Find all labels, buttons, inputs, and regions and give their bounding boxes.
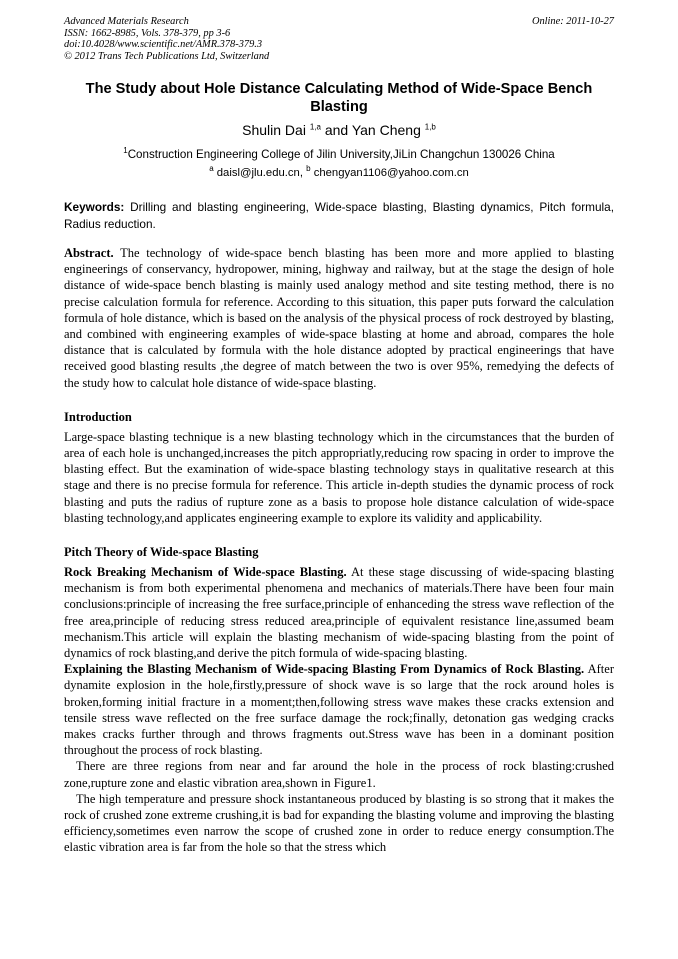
journal-name: Advanced Materials Research (64, 16, 189, 27)
section-heading-pitch-theory: Pitch Theory of Wide-space Blasting (64, 545, 259, 560)
blasting-mechanism-text: After dynamite explosion in the hole,firstly,pressure of shock wave is so large that the rock around holes is broken,forming initial fracture in a moment;then,following stress wave makes these cracks extension and tensile stress wave reflected on the free surface damage the rock;finally, detonation gas wedging cracks makes cracks further through and throws fragments out.Stress wave has been in a dominant position throughout the process of rock blasting. (64, 662, 614, 758)
keywords (64, 199, 614, 232)
keywords-text: Drilling and blasting engineering, Wide-space blasting, Blasting dynamics, Pitch formula, Radius reduction. (64, 200, 614, 231)
author-conjunction: and Yan Cheng (320, 122, 425, 139)
email-line (64, 166, 614, 181)
author-1-sup: 1,a (309, 122, 321, 132)
author-1: Shulin Dai (242, 122, 310, 139)
paper-page (64, 16, 614, 856)
affiliation (64, 147, 614, 162)
online-date: Online: 2011-10-27 (531, 16, 614, 27)
shock-paragraph: The high temperature and pressure shock instantaneous produced by blasting is so strong that it makes the rock of crushed zone extreme crushing,it is bad for expanding the blasting volume and improving the blasting efficiency,sometimes even narrow the scope of crushed zone in order to reduce energy consumption.The elastic vibration area is far from the hole so that the stress which (64, 791, 614, 855)
section-heading-introduction: Introduction (64, 409, 132, 424)
email-a: daisl@jlu.edu.cn, (213, 167, 307, 180)
abstract (64, 245, 614, 391)
rock-breaking-label: Rock Breaking Mechanism of Wide-space Blasting. (64, 565, 347, 580)
blasting-mechanism-paragraph (64, 661, 614, 758)
keywords-label: Keywords: (64, 200, 125, 215)
rock-breaking-paragraph (64, 564, 614, 661)
blasting-mechanism-label: Explaining the Blasting Mechanism of Wide-spacing Blasting From Dynamics of Rock Blasting. (64, 662, 585, 677)
journal-header (64, 16, 614, 62)
author-2-sup: 1,b (424, 122, 436, 132)
email-b: chengyan1106@yahoo.com.cn (310, 167, 469, 180)
email-a-sup: a (209, 164, 214, 174)
doi-line: doi:10.4028/www.scientific.net/AMR.378-379.3 (64, 39, 263, 51)
introduction-paragraph: Large-space blasting technique is a new blasting technology which in the circumstances that the burden of area of each hole is unchanged,increases the pitch appropriatly,reducing row spacing in order to improve the blasting effect. But the examination of wide-space blasting technology stays in qualitative research at this stage and there is no precise formula for reference. This article in-depth studies the dynamic process of rock blasting and puts the radius of rupture zone as a basis to propose hole distance calculation of wide-space blasting technology,and applicates engineering example to explore its validity and applicability. (64, 429, 614, 525)
affiliation-text: Construction Engineering College of Jilin University,JiLin Changchun 130026 China (127, 148, 555, 162)
author-line (64, 121, 614, 139)
issn-line: ISSN: 1662-8985, Vols. 378-379, pp 3-6 (64, 27, 231, 39)
affiliation-sup: 1 (123, 146, 128, 156)
abstract-text: The technology of wide-space bench blasting has been more and more applied to blasting engineerings of conservancy, hydropower, mining, highway and railway, but at the stage the design of hole distance of wide-space bench blasting is mainly used analogy method and site testing method, there is no precise calculation formula for reference. According to this situation, this paper puts forward the calculation formula of hole distance, which is based on the analysis of the physical process of rock destroyed by blasting, and combined with engineering examples of wide-space blasting at home and abroad, compares the hole distance that is calculated by formula with the hole distance adopted by practical engineerings that have received good blasting results ,the degree of match between the two is over 95%, remedying the defects of the study how to calculat hole distance of wide-space blasting. (64, 245, 614, 390)
email-b-sup: b (306, 164, 311, 174)
three-regions-paragraph: There are three regions from near and far around the hole in the process of rock blasting:crushed zone,rupture zone and elastic vibration area,shown in Figure1. (64, 759, 614, 790)
paper-title: The Study about Hole Distance Calculating Method of Wide-Space Bench Blasting (85, 81, 593, 116)
abstract-label: Abstract. (64, 245, 114, 260)
rock-breaking-text: At these stage discussing of wide-spacing blasting mechanism is from both experimental phenomena and mechanics of materials.There have been four main conclusions:principle of increasing the free surface,principle of enhanceding the stress wave reflection of the free area,principle of reducing stress reduced area,principle of equivalent resistance line,assumed beam mechanism.This article will explain the blasting mechanism of wide-spacing blasting from the point of dynamics of rock blasting,and derive the pitch formula of wide-spacing blasting. (64, 565, 614, 661)
copyright-line: © 2012 Trans Tech Publications Ltd, Switzerland (64, 50, 270, 62)
